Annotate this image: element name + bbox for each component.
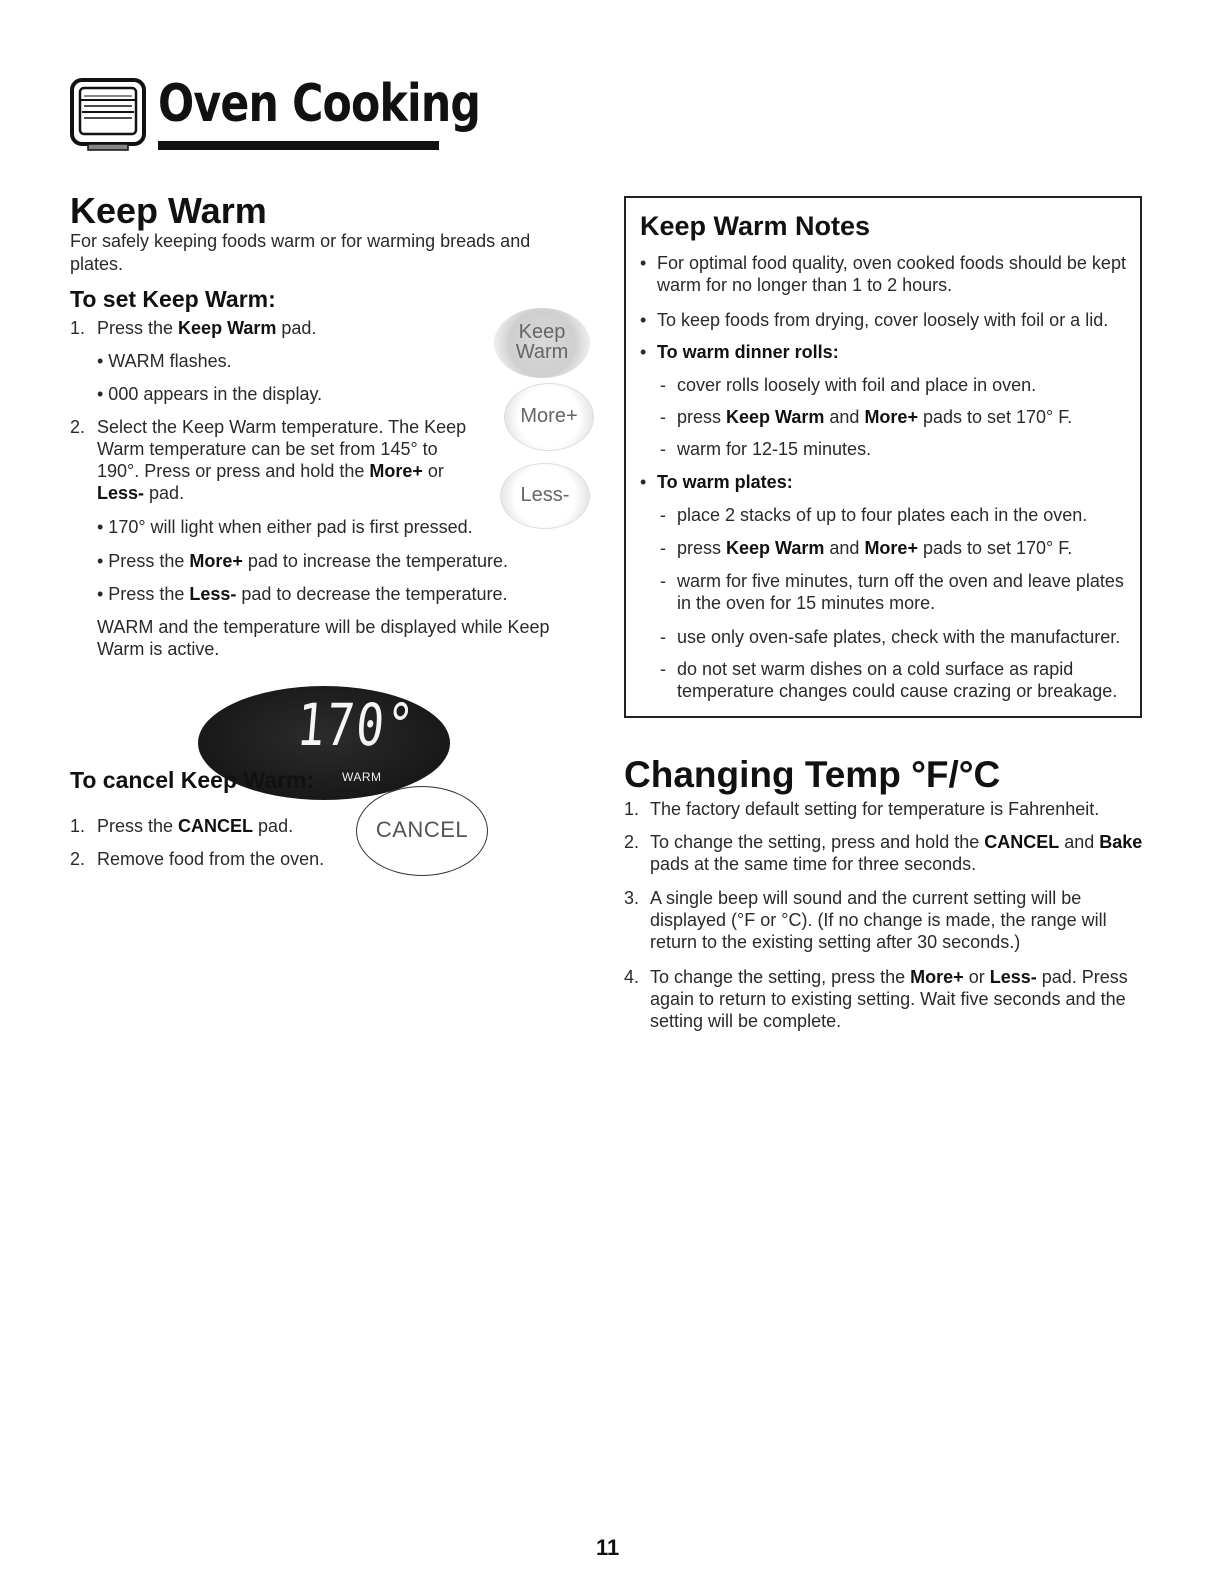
step-text: pad. (144, 483, 185, 503)
notes-dash-item: - warm for five minutes, turn off the oven and leave plates in the oven for 15 minutes more. (660, 570, 1135, 614)
display-temperature: 170° (294, 691, 419, 759)
step-number: 1. (70, 816, 86, 836)
set-step-2 (70, 416, 500, 508)
changing-temp-heading: Changing Temp °F/°C (624, 754, 1001, 795)
sub-bullet: • WARM flashes. (97, 351, 232, 371)
step-text: pad. (253, 816, 294, 836)
step-text: again to return to existing setting. Wait five seconds and the (650, 989, 1126, 1009)
notes-text: in the oven for 15 minutes more. (677, 593, 936, 613)
intro-line: plates. (70, 254, 124, 274)
notes-text: pads to set 170° F. (917, 407, 1073, 427)
step-number: 1. (70, 318, 86, 338)
page-number: 11 (596, 1535, 620, 1560)
step-text: 190°. Press or press and hold the (97, 461, 370, 481)
temp-step-1 (624, 798, 1144, 820)
less-pad[interactable]: Less- (500, 463, 590, 529)
step-number: 2. (624, 832, 640, 852)
intro-line: For safely keeping foods warm or for warming breads and (70, 231, 531, 251)
step-text: displayed (°F or °C). (If no change is made, the range will (650, 910, 1107, 930)
step-number: 3. (624, 888, 640, 908)
sub-text: • Press the (97, 551, 190, 571)
notes-dash-item: - do not set warm dishes on a cold surface as rapid temperature changes could cause crazing or breakage. (660, 658, 1135, 702)
cancel-label: CANCEL (178, 816, 254, 836)
cancel-label: CANCEL (984, 832, 1060, 852)
notes-bullet: • To warm dinner rolls: (640, 341, 1130, 363)
notes-text: press (677, 538, 727, 558)
keep-warm-heading: Keep Warm (70, 190, 267, 231)
sub-bullet: • 170° will light when either pad is first pressed. (97, 517, 473, 537)
notes-text: pads to set 170° F. (917, 538, 1073, 558)
step-text: The factory default setting for temperature is Fahrenheit. (650, 799, 1100, 819)
oven-icon (70, 78, 146, 152)
more-label: More+ (189, 551, 243, 571)
sub-text: • Press the (97, 584, 190, 604)
notes-text: do not set warm dishes on a cold surface as rapid (677, 659, 1074, 679)
keep-warm-intro (70, 230, 570, 276)
notes-text: and (824, 538, 865, 558)
page-title: Oven Cooking (158, 74, 481, 134)
plates-heading: To warm plates: (657, 472, 793, 492)
step-text: A single beep will sound and the current setting will be (650, 888, 1082, 908)
notes-dash-item: - warm for 12-15 minutes. (660, 438, 1130, 460)
notes-text: place 2 stacks of up to four plates each in the oven. (677, 505, 1088, 525)
keep-warm-active-note (97, 616, 577, 660)
temp-step-4 (624, 966, 1144, 1032)
cancel-step-2 (70, 848, 350, 872)
less-label: Less- (189, 584, 237, 604)
cancel-pad[interactable]: CANCEL (356, 786, 488, 876)
step-text: Press the (97, 816, 179, 836)
keep-warm-label: Keep Warm (178, 318, 277, 338)
notes-text: warm for no longer than 1 to 2 hours. (657, 275, 953, 295)
cancel-keep-warm-heading: To cancel Keep Warm: (70, 767, 315, 793)
notes-dash-item: - press Keep Warm and More+ pads to set 170° F. (660, 538, 1073, 558)
step-text: setting will be complete. (650, 1011, 842, 1031)
dinner-rolls-heading: To warm dinner rolls: (657, 342, 839, 362)
step-text: Press the (97, 318, 179, 338)
step-text: or (422, 461, 444, 481)
cancel-step-1 (70, 815, 350, 839)
notes-dash-item: - cover rolls loosely with foil and place in oven. (660, 374, 1130, 396)
notes-dash-item: - press Keep Warm and More+ pads to set 170° F. (660, 407, 1073, 427)
notes-text: warm for five minutes, turn off the oven and leave plates (677, 571, 1124, 591)
step-text: Select the Keep Warm temperature. The Keep (97, 417, 467, 437)
step-text: Warm temperature can be set from 145° to (97, 439, 438, 459)
notes-bullet: • To keep foods from drying, cover loosely with foil or a lid. (640, 309, 1130, 331)
step-text: or (963, 967, 990, 987)
sub-text: pad to increase the temperature. (242, 551, 509, 571)
sub-bullet (97, 583, 508, 605)
temp-step-2 (624, 831, 1144, 875)
set-step-1 (70, 317, 490, 341)
more-label: More+ (910, 967, 964, 987)
notes-text: and (824, 407, 865, 427)
step-text: Remove food from the oven. (97, 849, 325, 869)
keep-warm-label: Keep Warm (726, 407, 825, 427)
set-keep-warm-heading: To set Keep Warm: (70, 286, 276, 312)
notes-dash-item: - place 2 stacks of up to four plates each in the oven. (660, 504, 1130, 526)
note-line: WARM and the temperature will be displayed while Keep (97, 617, 550, 637)
step-number: 1. (624, 799, 640, 819)
step-number: 4. (624, 967, 640, 987)
more-label: More+ (369, 461, 423, 481)
notes-bullet: • For optimal food quality, oven cooked foods should be kept warm for no longer than 1 to 2 hours. (640, 252, 1130, 296)
notes-text: warm for 12-15 minutes. (677, 439, 872, 459)
sub-bullet: • 000 appears in the display. (97, 384, 323, 404)
notes-dash-item: - use only oven-safe plates, check with the manufacturer. (660, 626, 1135, 648)
step-text: To change the setting, press the (650, 967, 911, 987)
keep-warm-notes-heading: Keep Warm Notes (640, 211, 871, 241)
bake-label: Bake (1099, 832, 1143, 852)
more-pad[interactable]: More+ (504, 383, 594, 451)
notes-text: To keep foods from drying, cover loosely with foil or a lid. (657, 310, 1109, 330)
step-text: pads at the same time for three seconds. (650, 854, 977, 874)
note-line: Warm is active. (97, 639, 220, 659)
less-label: Less- (989, 967, 1037, 987)
step-text: To change the setting, press and hold the (650, 832, 985, 852)
sub-text: pad to decrease the temperature. (236, 584, 508, 604)
step-text: pad. Press (1036, 967, 1128, 987)
notes-text: press (677, 407, 727, 427)
notes-text: temperature changes could cause crazing or breakage. (677, 681, 1118, 701)
step-text: return to the existing setting after 30 seconds.) (650, 932, 1021, 952)
notes-text: For optimal food quality, oven cooked foods should be kept (657, 253, 1126, 273)
step-text: and (1059, 832, 1100, 852)
notes-text: cover rolls loosely with foil and place in oven. (677, 375, 1037, 395)
sub-bullet (97, 550, 508, 572)
more-label: More+ (864, 538, 918, 558)
less-label: Less- (97, 483, 145, 503)
notes-text: use only oven-safe plates, check with the manufacturer. (677, 627, 1121, 647)
keep-warm-pad[interactable] (494, 308, 590, 378)
pad-label: Warm (515, 341, 569, 363)
step-number: 2. (70, 417, 86, 437)
temp-step-3 (624, 887, 1144, 953)
pad-label: Keep (518, 321, 566, 343)
display-warm-indicator: WARM (342, 770, 382, 784)
more-label: More+ (864, 407, 918, 427)
step-number: 2. (70, 849, 86, 869)
title-underline (158, 141, 439, 150)
keep-warm-label: Keep Warm (726, 538, 825, 558)
notes-bullet: • To warm plates: (640, 471, 1130, 493)
step-text: pad. (276, 318, 317, 338)
